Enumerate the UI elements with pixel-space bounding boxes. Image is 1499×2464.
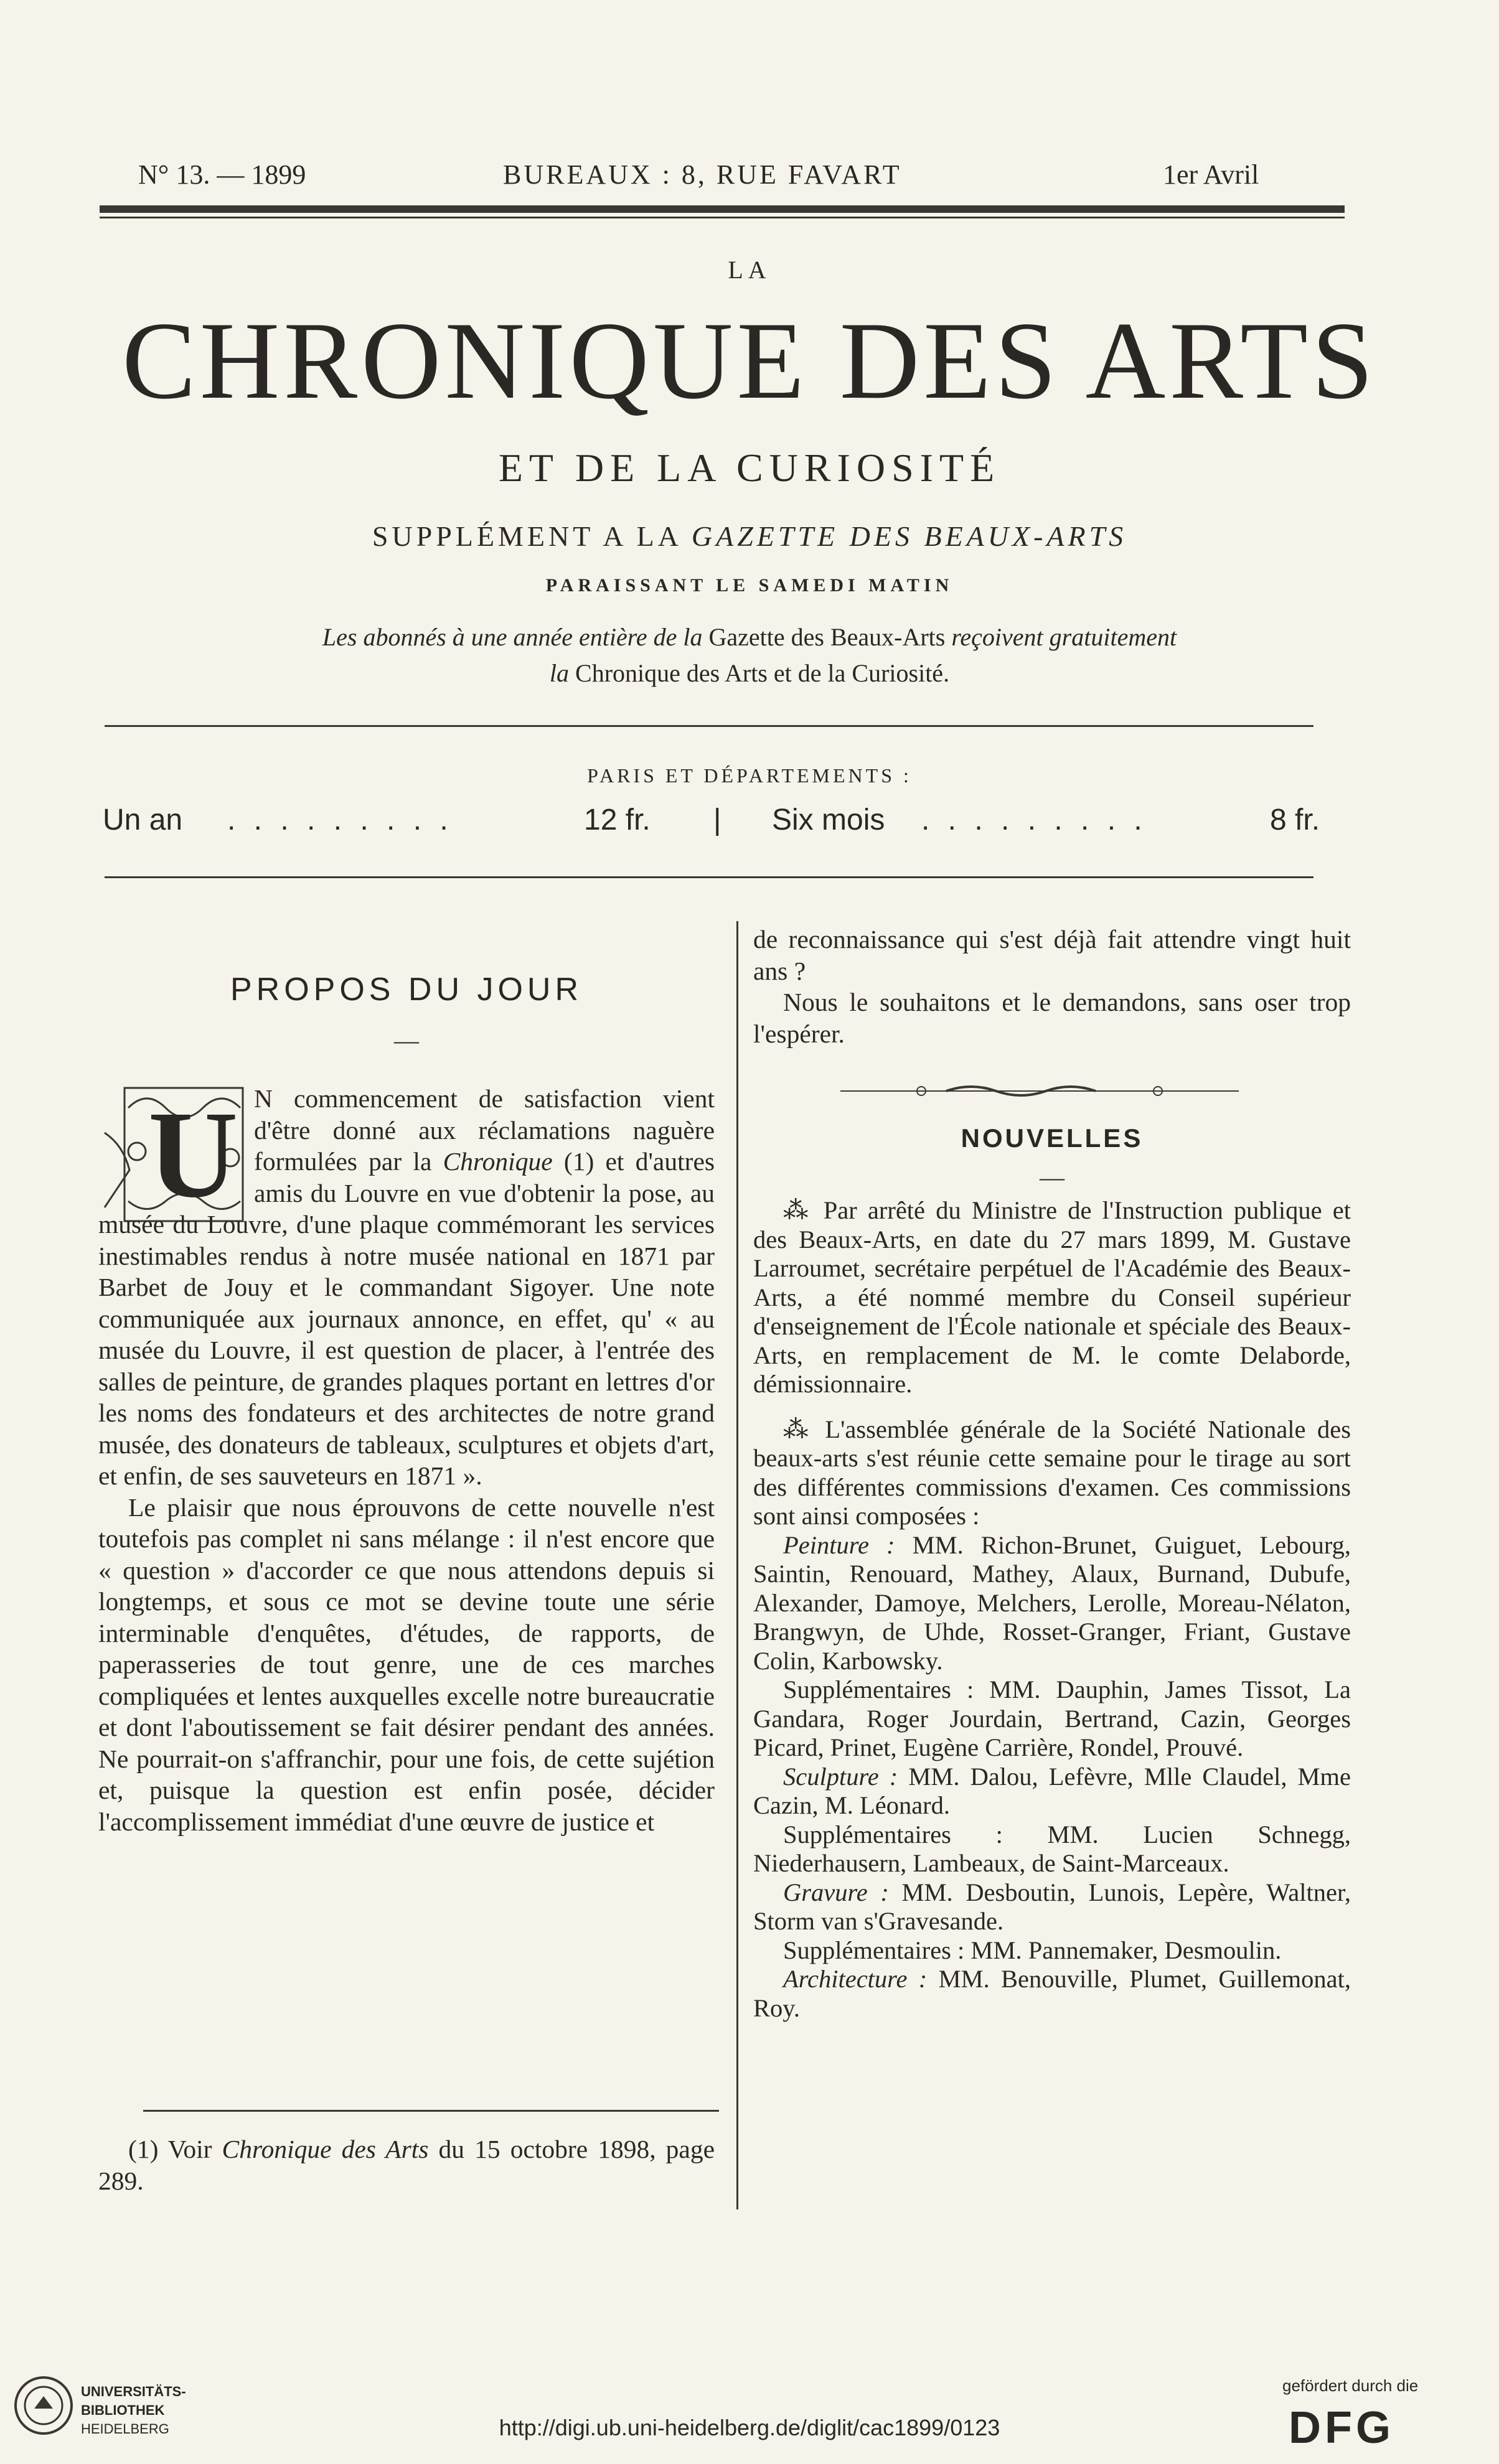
price-year-amount: 12 fr. (584, 803, 651, 836)
peinture-label: Peinture : (783, 1530, 895, 1559)
sculpture-supplementaires: Supplémentaires : MM. Lucien Schnegg, Niederhausern, Lambeaux, de Saint-Marceaux. (753, 1820, 1351, 1877)
dfg-logo: DFG (1289, 2403, 1394, 2453)
propos-chronique-ref: Chronique (443, 1147, 553, 1176)
supplement-line (0, 520, 1499, 553)
nouvelles-heading: NOUVELLES (961, 1123, 1144, 1153)
subscriber-note-gazette: Gazette des Beaux-Arts (708, 623, 946, 651)
price-year-dots: . . . . . . . . . (227, 803, 453, 836)
propos-paragraph-1-rest: (1) et d'autres amis du Louvre en vue d'obtenir la pose, au musée du Louvre, d'une plaque commémorant les services inestimables rendus à notre musée national en 1871 par Barbet de Jouy et le commandant Sigoyer. Une note communiquée aux journaux annonce, en effet, qu' « au musée du Louvre, il est question de placer, à l'entrée des salles de peinture, de grandes plaques portant en lettres d'or les noms des fondateurs et des architectes de notre grand musée, des donateurs de tableaux, sculptures et objets d'art, et enfin, de ses sauveteurs en 1871 ». (98, 1147, 715, 1490)
subscription-heading: PARIS ET DÉPARTEMENTS : (587, 764, 912, 787)
digitization-footer (0, 2362, 1499, 2464)
price-year-label: Un an (103, 803, 183, 836)
sculpture-members: MM. Dalou, Lefèvre, Mlle Claudel, Mme Cazin, M. Léonard. (753, 1762, 1351, 1819)
continuation-2: Nous le souhaitons et le demandons, sans oser trop l'espérer. (753, 988, 1351, 1048)
nouvelles-dash: — (1040, 1163, 1064, 1191)
news-item-2-stars: ⁂ (783, 1415, 814, 1443)
price-half-label: Six mois (772, 803, 885, 836)
news-item-1-stars: ⁂ (783, 1196, 813, 1224)
architecture-label: Architecture : (783, 1965, 928, 1993)
propos-dash: — (394, 1026, 419, 1054)
publication-schedule: PARAISSANT LE SAMEDI MATIN (545, 575, 954, 596)
library-name-1: UNIVERSITÄTS- (81, 2384, 186, 2399)
footnote-italic: Chronique des Arts (222, 2135, 429, 2163)
propos-continuation (753, 924, 1351, 1049)
supplement-gazette: GAZETTE DES BEAUX-ARTS (691, 520, 1127, 552)
architecture-members: MM. Benouville, Plumet, Guillemonat, Roy. (753, 1965, 1351, 2022)
column-divider (736, 921, 738, 2209)
gravure-members: MM. Desboutin, Lunois, Lepère, Waltner, Storm van s'Gravesande. (753, 1878, 1351, 1935)
masthead-rule (105, 725, 1313, 727)
issue-date: 1er Avril (1163, 159, 1259, 190)
source-url[interactable]: http://digi.ub.uni-heidelberg.de/diglit/cac1899/0123 (499, 2415, 1000, 2440)
masthead-subtitle: ET DE LA CURIOSITÉ (498, 446, 1001, 490)
propos-article (98, 1083, 715, 1837)
subscriber-note-c: reçoivent gratuitement (951, 623, 1177, 651)
library-name-2: BIBLIOTHEK (81, 2402, 165, 2418)
subscriber-note (0, 619, 1499, 691)
subscriber-note-a: Les abonnés à une année entière de la (322, 623, 703, 651)
initial-letter: U (148, 1086, 238, 1224)
news-item-1: Par arrêté du Ministre de l'Instruction publique et des Beaux-Arts, en date du 27 mars 1899, M. Gustave Larroumet, secrétaire perpétuel de l'Académie des Beaux-Arts, a été nommé membre du Conseil supérieur d'enseignement de l'École nationale et spéciale des Beaux-Arts, en remplacement de M. le comte Delaborde, démissionnaire. (753, 1196, 1351, 1398)
peinture-supplementaires: Supplémentaires : MM. Dauphin, James Tissot, La Gandara, Roger Jourdain, Bertrand, Cazin, Georges Picard, Prinet, Eugène Carrière, Rondel, Prouvé. (753, 1675, 1351, 1761)
footnote-rule (143, 2110, 719, 2112)
propos-paragraph-2: Le plaisir que nous éprouvons de cette nouvelle n'est toutefois pas complet ni sans mélange : il n'est encore que « question » d'accorder ce que nous attendons depuis si longtemps, et sous ce mot se devine toute une série interminable d'enquêtes, d'études, de rapports, de paperasseries de tout genre, une de ces marches compliquées et lentes auxquelles excelle notre bureaucratie et dont l'aboutissement se fait désirer pendant des années. Ne pourrait-on s'affranchir, pour une fois, de cette sujétion et, puisque la question est enfin posée, décider l'accomplissement immédiat d'une œuvre de justice et (98, 1492, 715, 1836)
library-name-3: HEIDELBERG (81, 2421, 169, 2437)
subscriber-note-chronique: Chronique des Arts et de la Curiosité. (575, 659, 950, 687)
subscription-rule (105, 876, 1313, 878)
news-item-2: L'assemblée générale de la Société Nationale des beaux-arts s'est réunie cette semaine pour le tirage au sort des différentes commissions d'examen. Ces commissions sont ainsi composées : (753, 1415, 1351, 1530)
gravure-label: Gravure : (783, 1878, 889, 1906)
peinture-members: MM. Richon-Brunet, Guiguet, Lebourg, Saintin, Renouard, Mathey, Alaux, Burnand, Dubufe, Alexander, Damoye, Melchers, Lerolle, Moreau-Nélaton, Brangwyn, de Uhde, Rosset-Granger, Friant, Gustave Colin, Karbowsky. (753, 1530, 1351, 1675)
subscriber-note-la: la (549, 659, 570, 687)
masthead-title: CHRONIQUE DES ARTS (122, 299, 1377, 422)
sculpture-label: Sculpture : (783, 1762, 898, 1791)
price-half-dots: . . . . . . . . . (921, 803, 1147, 836)
footnote (98, 2134, 715, 2196)
propos-paragraph-1-start: N commencement de satisfaction vient d'être donné aux réclamations naguère formulées par la (254, 1084, 715, 1176)
issue-number: N° 13. — 1899 (138, 159, 306, 190)
separator-ornament-icon (840, 1082, 1239, 1100)
gravure-supplementaires: Supplémentaires : MM. Pannemaker, Desmoulin. (783, 1936, 1282, 1964)
masthead-article: LA (728, 256, 771, 284)
footnote-b: du 15 octobre 1898, page 289. (98, 2135, 715, 2195)
price-half-amount: 8 fr. (1270, 803, 1320, 836)
price-separator: | (713, 803, 721, 836)
continuation-1: de reconnaissance qui s'est déjà fait attendre vingt huit ans ? (753, 925, 1351, 985)
header-rule-thin (100, 217, 1345, 218)
propos-heading: PROPOS DU JOUR (230, 972, 583, 1008)
header-rule-thick (100, 205, 1345, 213)
nouvelles-body (753, 1196, 1351, 2023)
footnote-a: (1) Voir (128, 2135, 212, 2163)
bureaux-address: BUREAUX : 8, RUE FAVART (503, 159, 902, 190)
funding-note: gefördert durch die (1282, 2376, 1419, 2395)
supplement-prefix: SUPPLÉMENT A LA (372, 520, 681, 552)
